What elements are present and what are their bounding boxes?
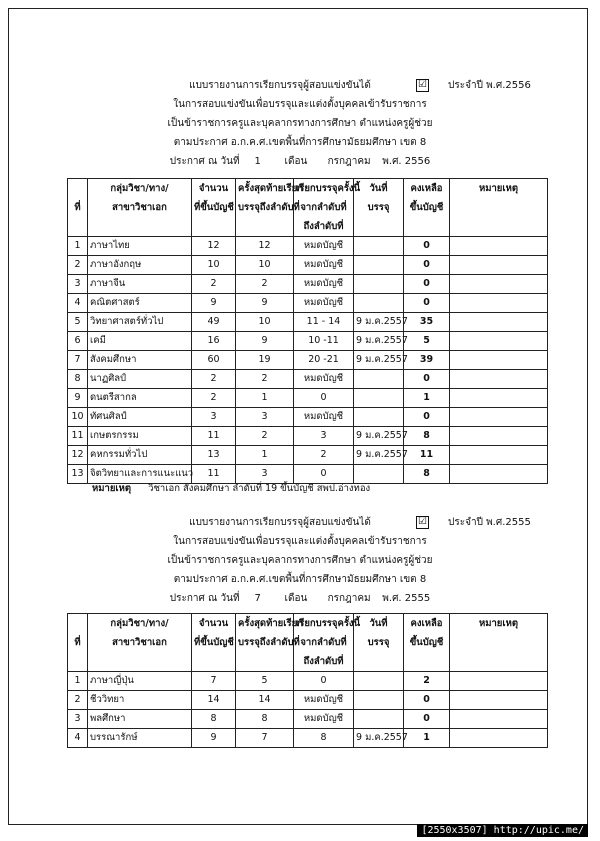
announce-day: 1 — [254, 156, 261, 167]
cell-remain: 8 — [404, 427, 450, 446]
col-header-range: เรียกบรรจุครั้งนี้ จากลำดับที่ ถึงลำดับที่ — [294, 179, 354, 237]
cell-remain: 0 — [404, 408, 450, 427]
cell-remain: 1 — [404, 729, 450, 748]
cell-remain: 0 — [404, 370, 450, 389]
cell-subject: ภาษาไทย — [88, 237, 192, 256]
cell-count: 14 — [192, 691, 236, 710]
cell-remain: 35 — [404, 313, 450, 332]
cell-subject: ภาษาอังกฤษ — [88, 256, 192, 275]
section2-table — [67, 613, 548, 748]
cell-remain: 0 — [404, 294, 450, 313]
cell-range: 0 — [294, 465, 354, 484]
cell-count: 8 — [192, 710, 236, 729]
table-row — [68, 672, 548, 691]
cell-remain: 5 — [404, 332, 450, 351]
cell-date — [354, 237, 404, 256]
col-header-count: จำนวน ที่ขึ้นบัญชี — [192, 179, 236, 237]
col-header-date: วันที่ บรรจุ — [354, 179, 404, 237]
cell-date — [354, 389, 404, 408]
cell-no: 5 — [68, 313, 88, 332]
cell-no: 11 — [68, 427, 88, 446]
cell-last: 7 — [236, 729, 294, 748]
table-row — [68, 691, 548, 710]
cell-range: 3 — [294, 427, 354, 446]
cell-last: 9 — [236, 332, 294, 351]
col-header-last: ครั้งสุดท้ายเรียก บรรจุถึงลำดับที่ — [236, 179, 294, 237]
table-row — [68, 351, 548, 370]
cell-no: 2 — [68, 691, 88, 710]
cell-count: 9 — [192, 729, 236, 748]
cell-count: 13 — [192, 446, 236, 465]
cell-count: 16 — [192, 332, 236, 351]
cell-last: 3 — [236, 408, 294, 427]
cell-date — [354, 672, 404, 691]
checkbox-checked-icon: ☑ — [416, 516, 429, 529]
announce-month: กรกฎาคม — [327, 156, 371, 167]
cell-count: 11 — [192, 465, 236, 484]
cell-subject: ภาษาญี่ปุ่น — [88, 672, 192, 691]
cell-count: 49 — [192, 313, 236, 332]
section1-line4: ตามประกาศ อ.ก.ค.ศ.เขตพื้นที่การศึกษามัธยมศึกษา เขต 8 — [173, 137, 427, 148]
cell-remain: 1 — [404, 389, 450, 408]
cell-no: 3 — [68, 710, 88, 729]
cell-no: 12 — [68, 446, 88, 465]
cell-subject: ทัศนศิลป์ — [88, 408, 192, 427]
cell-count: 2 — [192, 389, 236, 408]
col-header-no: ที่ — [68, 614, 88, 672]
table-row — [68, 427, 548, 446]
cell-count: 11 — [192, 427, 236, 446]
cell-last: 14 — [236, 691, 294, 710]
cell-count: 3 — [192, 408, 236, 427]
table-header-row — [68, 614, 548, 672]
section2-title: แบบรายงานการเรียกบรรจุผู้สอบแข่งขันได้ — [189, 517, 371, 528]
cell-no: 3 — [68, 275, 88, 294]
cell-no: 7 — [68, 351, 88, 370]
cell-note — [450, 313, 548, 332]
cell-note — [450, 465, 548, 484]
cell-note — [450, 672, 548, 691]
cell-last: 10 — [236, 256, 294, 275]
table-row — [68, 294, 548, 313]
table-header-row — [68, 179, 548, 237]
cell-range: 0 — [294, 672, 354, 691]
cell-note — [450, 710, 548, 729]
cell-note — [450, 332, 548, 351]
cell-no: 1 — [68, 672, 88, 691]
section2-title-line — [0, 513, 600, 532]
cell-subject: พลศึกษา — [88, 710, 192, 729]
cell-range: หมดบัญชี — [294, 275, 354, 294]
cell-subject: เคมี — [88, 332, 192, 351]
cell-subject: สังคมศึกษา — [88, 351, 192, 370]
cell-date: 9 ม.ค.2557 — [354, 332, 404, 351]
section1-table-body — [68, 237, 548, 484]
col-header-no: ที่ — [68, 179, 88, 237]
cell-no: 13 — [68, 465, 88, 484]
cell-date: 9 ม.ค.2557 — [354, 313, 404, 332]
cell-note — [450, 237, 548, 256]
cell-last: 5 — [236, 672, 294, 691]
section2-line2: ในการสอบแข่งขันเพื่อบรรจุและแต่งตั้งบุคคลเข้ารับราชการ — [173, 536, 427, 547]
cell-note — [450, 427, 548, 446]
section1-table — [67, 178, 548, 484]
cell-range: หมดบัญชี — [294, 408, 354, 427]
cell-no: 4 — [68, 294, 88, 313]
cell-remain: 2 — [404, 672, 450, 691]
col-header-last: ครั้งสุดท้ายเรียก บรรจุถึงลำดับที่ — [236, 614, 294, 672]
cell-last: 3 — [236, 465, 294, 484]
section1-header — [0, 76, 600, 171]
cell-subject: ชีววิทยา — [88, 691, 192, 710]
cell-note — [450, 691, 548, 710]
cell-range: หมดบัญชี — [294, 691, 354, 710]
col-header-date: วันที่ บรรจุ — [354, 614, 404, 672]
cell-note — [450, 729, 548, 748]
table-row — [68, 256, 548, 275]
cell-date — [354, 256, 404, 275]
col-header-note: หมายเหตุ — [450, 614, 548, 672]
cell-date — [354, 294, 404, 313]
cell-count: 2 — [192, 275, 236, 294]
table-row — [68, 389, 548, 408]
col-header-subject: กลุ่มวิชา/ทาง/ สาขาวิชาเอก — [88, 614, 192, 672]
cell-subject: คหกรรมทั่วไป — [88, 446, 192, 465]
checkbox-checked-icon: ☑ — [416, 79, 429, 92]
table-row — [68, 408, 548, 427]
cell-count: 9 — [192, 294, 236, 313]
col-header-subject: กลุ่มวิชา/ทาง/ สาขาวิชาเอก — [88, 179, 192, 237]
cell-no: 2 — [68, 256, 88, 275]
cell-last: 1 — [236, 389, 294, 408]
cell-count: 7 — [192, 672, 236, 691]
table-row — [68, 313, 548, 332]
cell-remain: 0 — [404, 710, 450, 729]
cell-last: 12 — [236, 237, 294, 256]
announce-prefix: ประกาศ ณ วันที่ — [169, 593, 240, 604]
cell-count: 2 — [192, 370, 236, 389]
cell-range: 8 — [294, 729, 354, 748]
cell-last: 2 — [236, 427, 294, 446]
cell-range: หมดบัญชี — [294, 256, 354, 275]
cell-range: 20 -21 — [294, 351, 354, 370]
col-header-range: เรียกบรรจุครั้งนี้ จากลำดับที่ ถึงลำดับที่ — [294, 614, 354, 672]
table-row — [68, 237, 548, 256]
cell-last: 2 — [236, 370, 294, 389]
cell-date: 9 ม.ค.2557 — [354, 427, 404, 446]
announce-month-label: เดือน — [284, 593, 308, 604]
cell-note — [450, 275, 548, 294]
section1-line3: เป็นข้าราชการครูและบุคลากรทางการศึกษา ตำแหน่งครูผู้ช่วย — [167, 118, 433, 129]
cell-note — [450, 389, 548, 408]
cell-remain: 0 — [404, 275, 450, 294]
section1-title: แบบรายงานการเรียกบรรจุผู้สอบแข่งขันได้ — [189, 80, 371, 91]
cell-range: 10 -11 — [294, 332, 354, 351]
cell-subject: นาฏศิลป์ — [88, 370, 192, 389]
table-row — [68, 710, 548, 729]
cell-count: 12 — [192, 237, 236, 256]
cell-last: 8 — [236, 710, 294, 729]
section2-line3: เป็นข้าราชการครูและบุคลากรทางการศึกษา ตำแหน่งครูผู้ช่วย — [167, 555, 433, 566]
cell-note — [450, 351, 548, 370]
cell-date — [354, 275, 404, 294]
cell-last: 1 — [236, 446, 294, 465]
section1-year-label: ประจำปี พ.ศ.2556 — [448, 80, 531, 91]
cell-range: หมดบัญชี — [294, 237, 354, 256]
footnote-label: หมายเหตุ — [92, 483, 132, 494]
cell-range: 0 — [294, 389, 354, 408]
section1-line2: ในการสอบแข่งขันเพื่อบรรจุและแต่งตั้งบุคคลเข้ารับราชการ — [173, 99, 427, 110]
cell-last: 9 — [236, 294, 294, 313]
section2-line4: ตามประกาศ อ.ก.ค.ศ.เขตพื้นที่การศึกษามัธยมศึกษา เขต 8 — [173, 574, 427, 585]
announce-month-label: เดือน — [284, 156, 308, 167]
cell-remain: 11 — [404, 446, 450, 465]
section1-footnote — [92, 481, 370, 496]
cell-date: 9 ม.ค.2557 — [354, 729, 404, 748]
section2-table-body — [68, 672, 548, 748]
section2-header — [0, 513, 600, 608]
cell-range: 11 - 14 — [294, 313, 354, 332]
col-header-count: จำนวน ที่ขึ้นบัญชี — [192, 614, 236, 672]
cell-remain: 39 — [404, 351, 450, 370]
announce-day: 7 — [254, 593, 261, 604]
cell-date — [354, 710, 404, 729]
table-row — [68, 729, 548, 748]
col-header-remain: คงเหลือ ขึ้นบัญชี — [404, 614, 450, 672]
cell-remain: 0 — [404, 256, 450, 275]
cell-count: 60 — [192, 351, 236, 370]
section1-announce — [0, 152, 600, 171]
section2-year-label: ประจำปี พ.ศ.2555 — [448, 517, 531, 528]
cell-range: 2 — [294, 446, 354, 465]
cell-note — [450, 256, 548, 275]
cell-subject: ดนตรีสากล — [88, 389, 192, 408]
cell-range: หมดบัญชี — [294, 370, 354, 389]
col-header-note: หมายเหตุ — [450, 179, 548, 237]
cell-last: 10 — [236, 313, 294, 332]
cell-subject: เกษตรกรรม — [88, 427, 192, 446]
announce-month: กรกฎาคม — [327, 593, 371, 604]
table-row — [68, 446, 548, 465]
cell-note — [450, 446, 548, 465]
cell-subject: บรรณารักษ์ — [88, 729, 192, 748]
section2-announce — [0, 589, 600, 608]
table-row — [68, 370, 548, 389]
cell-remain: 0 — [404, 237, 450, 256]
cell-remain: 0 — [404, 691, 450, 710]
table-row — [68, 275, 548, 294]
cell-remain: 8 — [404, 465, 450, 484]
cell-date — [354, 370, 404, 389]
cell-date: 9 ม.ค.2557 — [354, 446, 404, 465]
cell-subject: จิตวิทยาและการแนะแนว — [88, 465, 192, 484]
section1-title-line — [0, 76, 600, 95]
cell-no: 6 — [68, 332, 88, 351]
cell-no: 10 — [68, 408, 88, 427]
footer-tag: [2550x3507] http://upic.me/ — [417, 824, 588, 837]
footnote-text: วิชาเอก สังคมศึกษา ลำดับที่ 19 ขึ้นบัญชี สพป.อ่างทอง — [148, 483, 371, 494]
cell-last: 19 — [236, 351, 294, 370]
cell-last: 2 — [236, 275, 294, 294]
cell-no: 4 — [68, 729, 88, 748]
announce-prefix: ประกาศ ณ วันที่ — [169, 156, 240, 167]
announce-year: พ.ศ. 2555 — [382, 593, 431, 604]
cell-subject: คณิตศาสตร์ — [88, 294, 192, 313]
cell-count: 10 — [192, 256, 236, 275]
cell-subject: ภาษาจีน — [88, 275, 192, 294]
cell-note — [450, 408, 548, 427]
cell-date: 9 ม.ค.2557 — [354, 351, 404, 370]
announce-year: พ.ศ. 2556 — [382, 156, 431, 167]
col-header-remain: คงเหลือ ขึ้นบัญชี — [404, 179, 450, 237]
cell-range: หมดบัญชี — [294, 710, 354, 729]
cell-date — [354, 691, 404, 710]
cell-range: หมดบัญชี — [294, 294, 354, 313]
cell-note — [450, 294, 548, 313]
cell-date — [354, 408, 404, 427]
cell-note — [450, 370, 548, 389]
cell-no: 9 — [68, 389, 88, 408]
table-row — [68, 332, 548, 351]
cell-no: 8 — [68, 370, 88, 389]
cell-subject: วิทยาศาสตร์ทั่วไป — [88, 313, 192, 332]
cell-no: 1 — [68, 237, 88, 256]
